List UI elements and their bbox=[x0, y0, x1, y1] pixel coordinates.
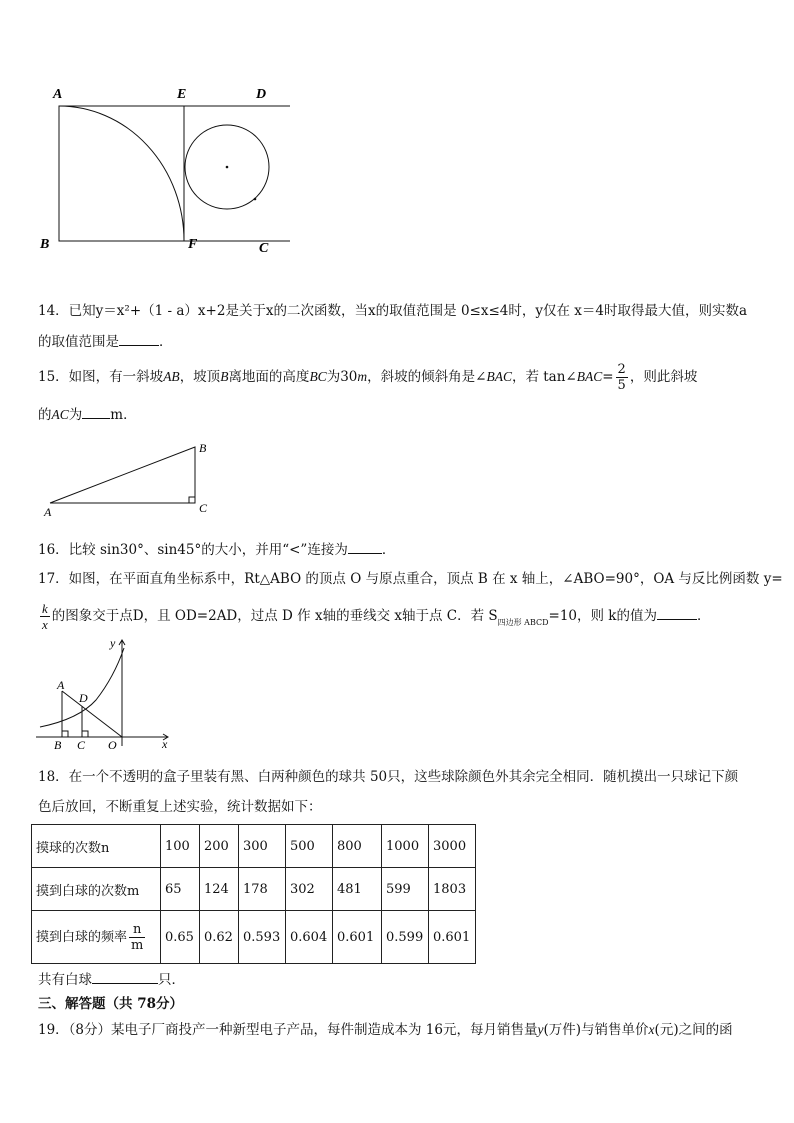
q15-text-l2d: m． bbox=[110, 407, 137, 423]
label-C: C bbox=[199, 501, 208, 515]
question-15-line2 bbox=[38, 404, 760, 425]
question-18-line2: 色后放回，不断重复上述实验，统计数据如下： bbox=[38, 799, 322, 815]
label-C: C bbox=[77, 738, 86, 752]
q15-text-BC: BC bbox=[309, 369, 327, 384]
cell-n-6: 3000 bbox=[429, 825, 476, 868]
frequency-table bbox=[31, 824, 476, 964]
q15-fraction bbox=[616, 362, 628, 393]
table-row bbox=[32, 911, 476, 964]
q17-text-b: =10，则 k的值为 bbox=[548, 608, 657, 624]
rect-outline bbox=[59, 106, 290, 241]
question-16 bbox=[38, 539, 760, 560]
q15-text-BAC1: BAC bbox=[486, 369, 512, 384]
q14-answer-blank[interactable] bbox=[119, 331, 159, 346]
row-label-m: 摸到白球的次数m bbox=[32, 868, 161, 911]
label-B: B bbox=[40, 237, 50, 252]
q17-subscript: 四边形 ABCD bbox=[497, 618, 549, 627]
right-angle-B bbox=[62, 731, 68, 737]
q15-frac-den: 5 bbox=[617, 378, 626, 393]
label-O: O bbox=[108, 738, 117, 752]
q15-frac-num: 2 bbox=[617, 362, 626, 377]
figure-slope-triangle bbox=[40, 438, 230, 520]
freq-frac-num: n bbox=[129, 922, 145, 938]
figure-coordinate-hyperbola bbox=[34, 634, 180, 756]
freq-label-text: 摸到白球的频率 bbox=[36, 929, 128, 945]
q15-text-eq: = bbox=[602, 369, 614, 385]
label-B: B bbox=[199, 441, 207, 455]
question-18-answer bbox=[38, 969, 760, 990]
q15-text-n: ，则此斜坡 bbox=[629, 369, 698, 385]
q16-suffix: ． bbox=[381, 542, 396, 558]
q19-text-e: (元)之间的函 bbox=[654, 1022, 733, 1038]
cell-m-6: 1803 bbox=[429, 868, 476, 911]
label-B: B bbox=[54, 738, 62, 752]
label-D: D bbox=[256, 87, 267, 102]
table-row bbox=[32, 825, 476, 868]
q15-text-l2a: 的 bbox=[38, 407, 52, 423]
cell-freq-6: 0.601 bbox=[429, 911, 476, 964]
q17-text-a: 的图象交于点D，且 OD=2AD，过点 D 作 x轴的垂线交 x轴于点 C．若 S bbox=[51, 608, 498, 624]
q15-text-l2c: 为 bbox=[68, 407, 83, 423]
right-angle-C bbox=[82, 731, 88, 737]
cell-freq-1: 0.62 bbox=[200, 911, 239, 964]
label-A: A bbox=[57, 678, 65, 692]
question-14-line1: 14．已知y＝x²+（1 - a）x+2是关于x的二次函数，当x的取值范围是 0≤x≤4时，y仅在 x＝4时取得最大值，则实数a bbox=[38, 303, 748, 319]
cell-freq-0: 0.65 bbox=[161, 911, 200, 964]
q19-text-a: 19．（8分）某电子厂商投产一种新型电子产品，每件制造成本为 16元，每月销售量 bbox=[38, 1022, 538, 1038]
cell-n-1: 200 bbox=[200, 825, 239, 868]
q14-suffix: ． bbox=[159, 334, 173, 350]
circle-point-dot bbox=[254, 198, 257, 201]
q15-text-k: ，若 tan∠ bbox=[511, 369, 577, 385]
freq-fraction bbox=[129, 922, 145, 953]
q17-fraction bbox=[40, 601, 50, 632]
label-A: A bbox=[44, 505, 52, 519]
label-y: y bbox=[110, 636, 116, 650]
q15-text-m: m bbox=[357, 369, 368, 384]
label-C: C bbox=[259, 241, 269, 256]
q17-frac-den: x bbox=[42, 617, 48, 632]
cell-m-4: 481 bbox=[333, 868, 382, 911]
q15-text-i: ，斜坡的倾斜角是∠ bbox=[367, 369, 487, 385]
q18-answer-suffix: 只． bbox=[158, 972, 185, 988]
cell-m-3: 302 bbox=[286, 868, 333, 911]
q14-prefix: 的取值范围是 bbox=[38, 334, 119, 350]
cell-freq-3: 0.604 bbox=[286, 911, 333, 964]
question-17-line2 bbox=[38, 596, 760, 638]
cell-n-0: 100 bbox=[161, 825, 200, 868]
cell-n-2: 300 bbox=[239, 825, 286, 868]
cell-m-5: 599 bbox=[382, 868, 429, 911]
q19-text-y: y bbox=[537, 1022, 544, 1037]
cell-n-3: 500 bbox=[286, 825, 333, 868]
question-14-line2 bbox=[38, 331, 760, 352]
cell-freq-5: 0.599 bbox=[382, 911, 429, 964]
cell-n-5: 1000 bbox=[382, 825, 429, 868]
freq-frac-den: m bbox=[131, 937, 144, 953]
q17-answer-blank[interactable] bbox=[657, 605, 697, 620]
q18-answer-blank[interactable] bbox=[92, 969, 158, 984]
right-angle-mark bbox=[189, 497, 195, 503]
q15-text-AB: AB bbox=[163, 369, 180, 384]
q15-answer-blank[interactable] bbox=[82, 404, 110, 419]
q15-text-c: ，坡顶 bbox=[179, 369, 221, 385]
label-F: F bbox=[188, 237, 198, 252]
q15-text-BAC2: BAC bbox=[576, 369, 603, 384]
cell-m-0: 65 bbox=[161, 868, 200, 911]
label-A: A bbox=[53, 87, 63, 102]
q15-text-g: 为30 bbox=[326, 369, 358, 385]
section-3-heading: 三、解答题（共 78分） bbox=[38, 996, 183, 1012]
q17-frac-num: k bbox=[42, 601, 48, 616]
table-row bbox=[32, 868, 476, 911]
q15-text-a: 15．如图，有一斜坡 bbox=[38, 369, 164, 385]
cell-freq-2: 0.593 bbox=[239, 911, 286, 964]
cell-m-2: 178 bbox=[239, 868, 286, 911]
row-label-freq bbox=[32, 911, 161, 964]
circle-center-dot bbox=[226, 166, 229, 169]
row-label-n: 摸球的次数n bbox=[32, 825, 161, 868]
q15-text-e: 离地面的高度 bbox=[228, 369, 310, 385]
label-x: x bbox=[162, 737, 168, 751]
question-19 bbox=[38, 1020, 760, 1040]
question-17-line1: 17．如图，在平面直角坐标系中，Rt△ABO 的顶点 O 与原点重合，顶点 B 在 x 轴上，∠ABO=90°，OA 与反比例函数 y= bbox=[38, 571, 783, 587]
figure-rectangle-arc-circle bbox=[30, 80, 290, 260]
segment-AO bbox=[62, 691, 122, 737]
q15-text-AC: AC bbox=[51, 407, 69, 422]
cell-m-1: 124 bbox=[200, 868, 239, 911]
label-E: E bbox=[177, 87, 187, 102]
triangle-ABC bbox=[50, 447, 195, 503]
q15-text-B: B bbox=[220, 369, 229, 384]
label-D: D bbox=[79, 691, 88, 705]
q16-text: 16．比较 sin30°、sin45°的大小，并用“<”连接为 bbox=[38, 542, 348, 558]
q19-text-c: (万件)与销售单价 bbox=[543, 1022, 649, 1038]
q19-text-x: x bbox=[648, 1022, 655, 1037]
cell-freq-4: 0.601 bbox=[333, 911, 382, 964]
q18-answer-prefix: 共有白球 bbox=[38, 972, 92, 988]
question-18-line1: 18．在一个不透明的盒子里装有黑、白两种颜色的球共 50只，这些球除颜色外其余完全相同．随机摸出一只球记下颜 bbox=[38, 769, 739, 785]
cell-n-4: 800 bbox=[333, 825, 382, 868]
q17-suffix: ． bbox=[697, 608, 711, 624]
q16-answer-blank[interactable] bbox=[348, 539, 382, 554]
question-15-line1 bbox=[38, 360, 760, 394]
arc-AF bbox=[59, 106, 184, 241]
